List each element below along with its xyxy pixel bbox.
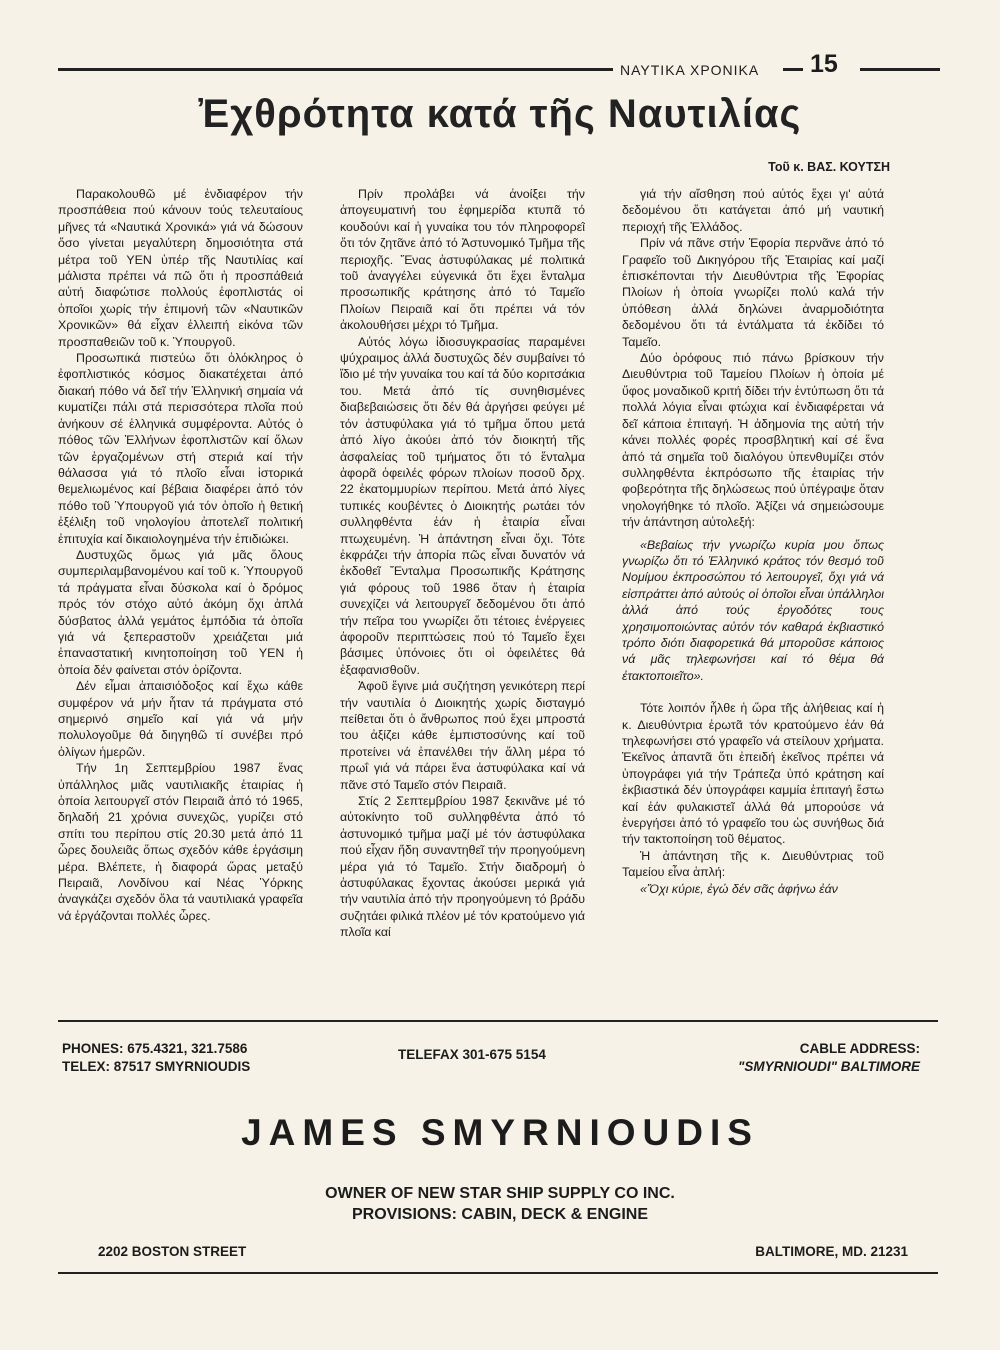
paragraph: Τότε λοιπόν ἦλθε ἡ ὥρα τῆς ἀλήθειας καί ἡ κ. Διευθύντρια ἐρωτᾶ τόν κρατούμενο ἐάν θά τηλεφωνήσει στό γραφεῖο νά στείλουν χρήματα. Ἐκεῖνος ἀπαντᾶ ὅτι ἐπειδή ἐκεῖνος πρέπει νά ὑπογράφει γιά τήν Τράπεζα ὑπό κράτηση καί ἐκβιαστικά δέν ὑπογράφει καμμία ἐπιταγή ἔστω καί ἐάν φυλακιστεῖ ἀλλά θά μπορούσε νά ἐνεργήσει ἀπό τό γραφεῖο του ὡς συνήθως διά τήν τακτοποίηση τοῦ θέματος. [622,701,884,847]
paragraph: Δύο ὀρόφους πιό πάνω βρίσκουν τήν Διευθύντρια τοῦ Ταμείου Πλοίων ἡ ὁποία μέ ὕφος μοναδικοῦ κριτή δίδει τήν ἐντύπωση ὅτι τά πολλά λόγια εἶναι φτώχια καί ἐνδιαφέρεται νά δεῖ κάποια ἐπιταγή. Ἡ ἀδημονία της αὐτή τήν κάνει πολλές φορές προσβλητική καί σέ ἕνα ἀπό τά σημεῖα τοῦ διαλόγου ὑπενθυμίζει στόν συλληφθέντα ἐκπρόσωπο τῆς ἑταιρίας τήν φοβερότητα τῆς δηλώσεως πού ὑπέγραψε ὅταν νηολογήθηκε τό πλοῖο. Ἀξίζει νά σημειώσουμε τήν ἀπάντηση αὐτολεξή: [622,351,884,530]
header-rule-mid [783,68,803,71]
article-byline: Τοῦ κ. ΒΑΣ. ΚΟΥΤΣΗ [768,160,890,174]
ad-telefax: TELEFAX 301-675 5154 [398,1047,546,1062]
header-rule-left [58,68,613,71]
paragraph: Ἡ ἀπάντηση τῆς κ. Διευθύντριας τοῦ Ταμείου εἶνα ἁπλή: [622,848,884,880]
quote-paragraph: «Βεβαίως τήν γνωρίζω κυρία μου ὅπως γνωρίζω ὅτι τό Ἑλληνικό κράτος τόν θεσμό τοῦ Νομίμου ἐκπροσώπου τό λειτουργεῖ, ὄχι γιά νά εἰσπράττει ἀπό αὐτούς οἱ ὁποῖοι εἶναι ὑπάλληλοι ἀλλά ἀπό τούς ἐργοδότες τους χρησιμοποιώντας αὐτόν τόν καθαρά ἐκβιαστικό τρόπο διότι διαφορετικά θά μποροῦσε κάποιος νά μᾶς τηλεφωνήσει καί τό θέμα θά ἐτακτοποιεῖτο». [622,537,884,683]
article-column-2 [340,186,585,1016]
ad-telex: TELEX: 87517 SMYRNIOUDIS [62,1059,251,1074]
paragraph: Προσωπικά πιστεύω ὅτι ὁλόκληρος ὁ ἐφοπλιστικός κόσμος διακατέχεται ἀπό διακαή πόθο νά δεῖ τήν Ἑλληνική σημαία νά κυματίζει πάλι στά περισσότερα πλοῖα πού ἀνήκουν σέ ἑλληνικά συμφέροντα. Αὐτός ὁ πόθος τῶν Ἑλλήνων ἐφοπλιστῶν καί ὅλων τῶν ἐργαζομένων στή στεριά καί τήν θάλασσα γιά τό πλοῖο εἶναι ἱστορικά θεμελιωμένος καί βέβαια διαφέρει ἀπό τόν πόθο τοῦ Ὑπουργοῦ γιά τόν ὁποῖο ἡ θετική ἐξέλιξη τοῦ νηολογίου ἀποτελεῖ πολιτική ἐπιτυχία καί δικαιολογημένα τήν ἐπιδιώκει. [58,351,303,546]
ad-phones: PHONES: 675.4321, 321.7586 [62,1041,248,1056]
ad-cable-address: "SMYRNIOUDI" BALTIMORE [737,1059,920,1074]
ad-line-2: PROVISIONS: CABIN, DECK & ENGINE [351,1206,649,1223]
article-title: Ἐχθρότητα κατά τῆς Ναυτιλίας [198,92,802,136]
page-number: 15 [810,50,838,78]
ad-city: BALTIMORE, MD. 21231 [755,1244,908,1259]
paragraph: Παρακολουθῶ μέ ἐνδιαφέρον τήν προσπάθεια πού κάνουν τούς τελευταίους μῆνες τά «Ναυτικά Χρονικά» γιά νά δώσουν ὅσο γίνεται μεγαλύτερη δημοσιότητα στά μέτρα τοῦ ΥΕΝ ὑπέρ τῆς Ναυτιλίας καί μάλιστα πρέπει νά πῶ ὅτι ἡ προσπάθειά αὐτή διαφώτισε πολλούς ἐφοπλιστάς οἱ ὁποῖοι χωρίς τήν ἐπιμονή τῶν «Ναυτικῶν Χρονικῶν» θά εἶχαν ἐλλειπή εἰκόνα τῶν προσπαθειῶν τοῦ κ. Ὑπουργοῦ. [58,187,303,349]
paragraph: Πρίν προλάβει νά ἀνοίξει τήν ἀπογευματινή του ἐφημερίδα κτυπᾶ τό κουδούνι καί ἡ γυναίκα του τόν πληροφορεῖ ὅτι τόν ζητᾶνε ἀπό τό Ἀστυνομικό Τμῆμα τῆς περιοχῆς. Ἕνας ἀστυφύλακας μέ πολιτικά τοῦ ἀναγγέλει εὐγενικά ὅτι ἔχει ἔνταλμα προσωπικῆς κράτησης ἀπό τό Ταμεῖο Πλοίων Πειραιᾶ καί ὅτι πρέπει νά τόν ἀκολουθήσει μέχρι τό Τμῆμα. [340,187,585,333]
paragraph: γιά τήν αἴσθηση πού αὐτός ἔχει γι' αὐτά δεδομένου ὅτι κατάγεται ἀπό μή ναυτική περιοχή τῆς Ἑλλάδος. [622,187,884,234]
ad-company-name: JAMES SMYRNIOUDIS [241,1112,759,1153]
ad-line-1: OWNER OF NEW STAR SHIP SUPPLY CO INC. [325,1185,675,1202]
ad-street: 2202 BOSTON STREET [98,1244,247,1259]
article-column-3 [622,186,884,1016]
quote-paragraph: «Ὄχι κύριε, ἐγώ δέν σᾶς ἀφήνω ἐάν [640,881,838,896]
paragraph: Πρίν νά πᾶνε στήν Ἐφορία περνᾶνε ἀπό τό Γραφεῖο τοῦ Δικηγόρου τῆς Ἑταιρίας καί μαζί ἐπισκέπονται τήν Διευθύντρια τῆς Ἐφορίας Πλοίων ἡ ὁποία γνωρίζει πολύ καλά τήν ὑπόθεση ἀλλά δηλώνει ἀναρμοδιότητα δεδομένου ὅτι τά ἐντάλματα τά ἐκδίδει τό Ταμεῖο. [622,236,884,349]
paragraph: Τήν 1η Σεπτεμβρίου 1987 ἕνας ὑπάλληλος μιᾶς ναυτιλιακῆς ἑταιρίας ἡ ὁποία λειτουργεῖ στόν Πειραιᾶ ἀπό τό 1965, δηλαδή 21 χρόνια συνεχῶς, γυρίζει στό σπίτι του περίπου στίς 20.30 μετά ἀπό 11 ὧρες δουλειᾶς ὅπως σχεδόν κάθε ἐργάσιμη μέρα. Βλέπετε, ἡ διαφορά ὥρας μεταξύ Πειραιᾶ, Λονδίνου καί Νέας Ὑόρκης ἀναγκάζει σχεδόν ὅλα τά ναυτιλιακά γραφεῖα νά ἐργάζονται πολλές ὧρες. [58,761,303,923]
ad-cable-label: CABLE ADDRESS: [799,1041,920,1056]
ad-bottom-rule [58,1272,938,1274]
paragraph: Ἀφοῦ ἔγινε μιά συζήτηση γενικότερη περί τήν ναυτιλία ὁ Διοικητής χωρίς δισταγμό πείθεται ὅτι ὁ ἄνθρωπος πού ἔχει μπροστά του ἀξίζει κάθε ἐμπιστοσύνης καί τοῦ προτείνει νά ἐπανέλθει τήν ἄλλη μέρα τό πρωΐ γιά νά πάρει ἕνα ἀστυφύλακα καί νά πᾶνε στό Ταμεῖο στόν Πειραιᾶ. [340,679,585,792]
article-column-1 [58,186,303,1016]
publication-name: ΝΑΥΤΙΚΑ ΧΡΟΝΙΚΑ [620,62,760,78]
paragraph: Δυστυχῶς ὅμως γιά μᾶς ὅλους συμπεριλαμβανομένου καί τοῦ κ. Ὑπουργοῦ τά πράγματα εἶναι δύσκολα καί ὁ δρόμος πρός τόν στόχο αὐτό ἀκόμη ὄχι ἁπλά δύσβατος ἀλλά γεμάτος ἐμπόδια τά ὁποῖα γιά νά ξεπεραστοῦν χρειάζεται μιά ἐπαναστατική κινητοποίηση τοῦ ΥΕΝ ἡ ὁποία δέν φαίνεται στόν ὁρίζοντα. [58,547,303,677]
paragraph: Στίς 2 Σεπτεμβρίου 1987 ξεκινᾶνε μέ τό αὐτοκίνητο τοῦ συλληφθέντα ἀπό τό ἀστυνομικό τμῆμα μαζί μέ τόν ἀστυφύλακα πού εἶχαν ἤδη συναντηθεῖ τήν προηγούμενη μέρα γιά τό Ταμεῖο. Στήν διαδρομή ὁ ἀστυφύλακας ἔχοντας ἀκούσει μερικά γιά τήν ναυτιλία ἀπό τήν προηγούμενη τό βράδυ συζητάει φιλικά πλέον μέ τόν κρατούμενο γιά πλοῖα καί [340,794,585,940]
header-rule-right [860,68,940,71]
ad-top-rule [58,1020,938,1022]
paragraph: Αὐτός λόγω ἰδιοσυγκρασίας παραμένει ψύχραιμος ἀλλά δυστυχῶς δέν συμβαίνει τό ἴδιο μέ τήν γυναίκα του καί τά δύο κοριτσάκια του. Μετά ἀπό τίς συνηθισμένες διαβεβαιώσεις ὅτι δέν θά ἀργήσει φεύγει μέ τόν ἀστυφύλακα γιά τό τμῆμα ὅπου μετά ἀπό λίγο ἀκούει ἀπό τόν διοικητή τῆς ἀσφαλείας τοῦ τμήματος ὅτι τό ἔνταλμα ἀφορᾶ ὀφειλές φόρων πλοίων ποσοῦ δρχ. 22 ἑκατομμυρίων περίπου. Μετά ἀπό λίγες τυπικές κουβέντες ὁ Διοικητής ρωτάει τόν συλληφθέντα ἐάν ἡ ἑταιρία εἶναι πτωχευμένη. Ἡ ἀπάντηση εἶναι ὄχι. Τότε ἐκφράζει τήν ἀπορία πῶς εἶναι δυνατόν νά ἐκδοθεῖ Ἔνταλμα Προσωπικῆς Κράτησης γιά φόρους τοῦ 1986 ὅταν ἡ ἑταιρία συνεχίζει νά λειτουργεῖ δεδομένου ὅτι ἀπό τήν πεῖρα του γνωρίζει ὅτι τέτοιες ἐνέργειες ἀφοροῦν περιπτώσεις πού τό Ταμεῖο ἔχει βάσιμες ὑπόνοιες ὅτι οἱ ὀφειλέτες θά ἐξαφανισθοῦν. [340,334,585,677]
paragraph: Δέν εἶμαι ἀπαισιόδοξος καί ἔχω κάθε συμφέρον νά μήν ἦταν τά πράγματα στό σημερινό σημεῖο καί γιά νά μήν πολυλογοῦμε θά διηγηθῶ τί συνέβει πρό ὀλίγων ἡμερῶν. [58,679,303,759]
